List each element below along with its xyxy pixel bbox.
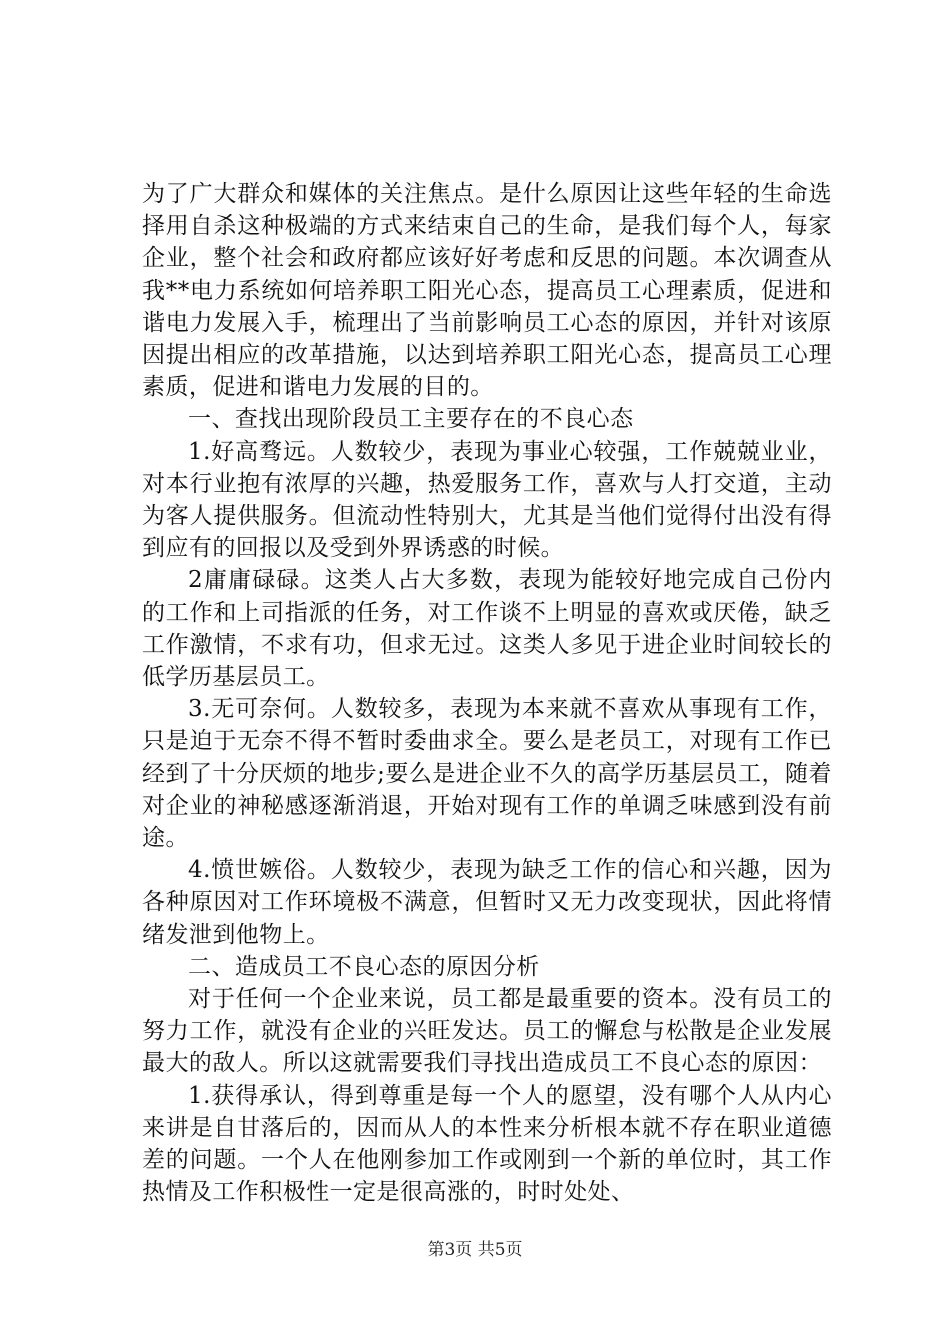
paragraph-item-3: 3.无可奈何。人数较多，表现为本来就不喜欢从事现有工作，只是迫于无奈不得不暂时委曲求全。要么是老员工，对现有工作已经到了十分厌烦的地步;要么是进企业不久的高学历基层员工，随着对企业的神秘感逐渐消退，开始对现有工作的单调乏味感到没有前途。 bbox=[142, 696, 832, 852]
paragraph-intro-continued: 为了广大群众和媒体的关注焦点。是什么原因让这些年轻的生命选择用自杀这种极端的方式来结束自己的生命，是我们每个人，每家企业，整个社会和政府都应该好好考虑和反思的问题。本次调查从我**电力系统如何培养职工阳光心态，提高员工心理素质，促进和谐电力发展入手，梳理出了当前影响员工心态的原因，并针对该原因提出相应的改革措施，以达到培养职工阳光心态，提高员工心理素质，促进和谐电力发展的目的。 bbox=[142, 181, 832, 401]
paragraph-item-1: 1.好高骛远。人数较少，表现为事业心较强，工作兢兢业业，对本行业抱有浓厚的兴趣，热爱服务工作，喜欢与人打交道，主动为客人提供服务。但流动性特别大，尤其是当他们觉得付出没有得到应有的回报以及受到外界诱惑的时候。 bbox=[142, 438, 832, 562]
paragraph-item-2: 2庸庸碌碌。这类人占大多数，表现为能较好地完成自己份内的工作和上司指派的任务，对工作谈不上明显的喜欢或厌倦，缺乏工作激情，不求有功，但求无过。这类人多见于进企业时间较长的低学历基层员工。 bbox=[142, 567, 832, 691]
section-heading-2: 二、造成员工不良心态的原因分析 bbox=[188, 953, 540, 980]
paragraph-item-4: 4.愤世嫉俗。人数较少，表现为缺乏工作的信心和兴趣，因为各种原因对工作环境极不满意，但暂时又无力改变现状，因此将情绪发泄到他物上。 bbox=[142, 857, 832, 948]
page-number-footer: 第3页 共5页 bbox=[427, 1240, 523, 1260]
document-body bbox=[142, 178, 832, 1209]
paragraph-analysis-intro: 对于任何一个企业来说，员工都是最重要的资本。没有员工的努力工作，就没有企业的兴旺发达。员工的懈怠与松散是企业发展最大的敌人。所以这就需要我们寻找出造成员工不良心态的原因： bbox=[142, 986, 832, 1077]
section-heading-1: 一、查找出现阶段员工主要存在的不良心态 bbox=[188, 406, 634, 433]
paragraph-analysis-1: 1.获得承认，得到尊重是每一个人的愿望，没有哪个人从内心来讲是自甘落后的，因而从人的本性来分析根本就不存在职业道德差的问题。一个人在他刚参加工作或刚到一个新的单位时，其工作热情及工作积极性一定是很高涨的，时时处处、 bbox=[142, 1082, 832, 1206]
